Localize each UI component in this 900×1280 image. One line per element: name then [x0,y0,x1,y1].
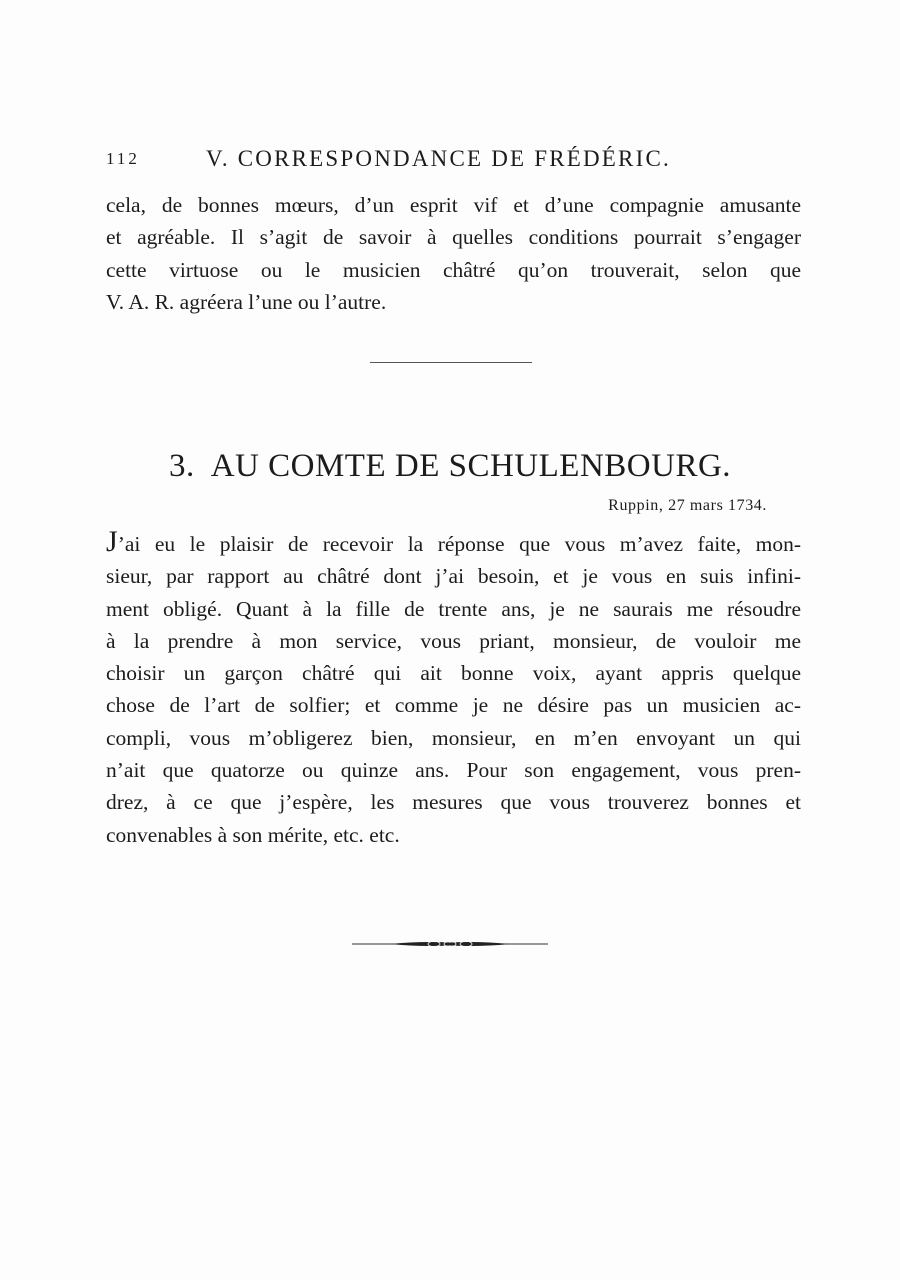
first-line-text: ’ai eu le plaisir de recevoir la réponse que vous m’avez faite, mon- [117,532,801,556]
section-number: 3. [168,448,195,484]
letter-dateline: Ruppin, 27 mars 1734. [608,497,767,514]
running-head [106,146,806,176]
end-ornament [350,934,550,954]
text-line: drez, à ce que j’espère, les mesures que vous trouverez bonnes et [106,790,801,815]
letter-body [106,525,801,851]
running-head-title: V. CORRESPONDANCE DE FRÉDÉRIC. [206,146,671,171]
section-heading [0,448,900,485]
text-line: à la prendre à mon service, vous priant, monsieur, de vouloir me [106,628,801,653]
text-line: sieur, par rapport au châtré dont j’ai besoin, et je vous en suis infini- [106,564,801,589]
text-line [106,525,801,560]
continued-paragraph [106,189,801,318]
text-line: n’ait que quatorze ou quinze ans. Pour son engagement, vous pren- [106,758,801,783]
page-number: 112 [106,149,140,168]
text-line: convenables à son mérite, etc. etc. [106,822,400,847]
text-line: et agréable. Il s’agit de savoir à quelles conditions pourrait s’engager [106,225,801,250]
section-divider-rule [370,362,532,363]
text-line: choisir un garçon châtré qui ait bonne voix, ayant appris quelque [106,661,801,686]
text-line: chose de l’art de solfier; et comme je ne désire pas un musicien ac- [106,693,801,718]
text-line: cette virtuose ou le musicien châtré qu’on trouverait, selon que [106,257,801,282]
text-line: cela, de bonnes mœurs, d’un esprit vif et d’une compagnie amusante [106,193,801,217]
text-line: compli, vous m’obligerez bien, monsieur, en m’en envoyant un qui [106,725,801,750]
drop-cap: J [106,525,118,558]
text-line: V. A. R. agréera l’une ou l’autre. [106,289,387,314]
text-line: ment obligé. Quant à la fille de trente ans, je ne saurais me résoudre [106,596,801,621]
section-title: AU COMTE DE SCHULENBOURG. [210,448,732,484]
